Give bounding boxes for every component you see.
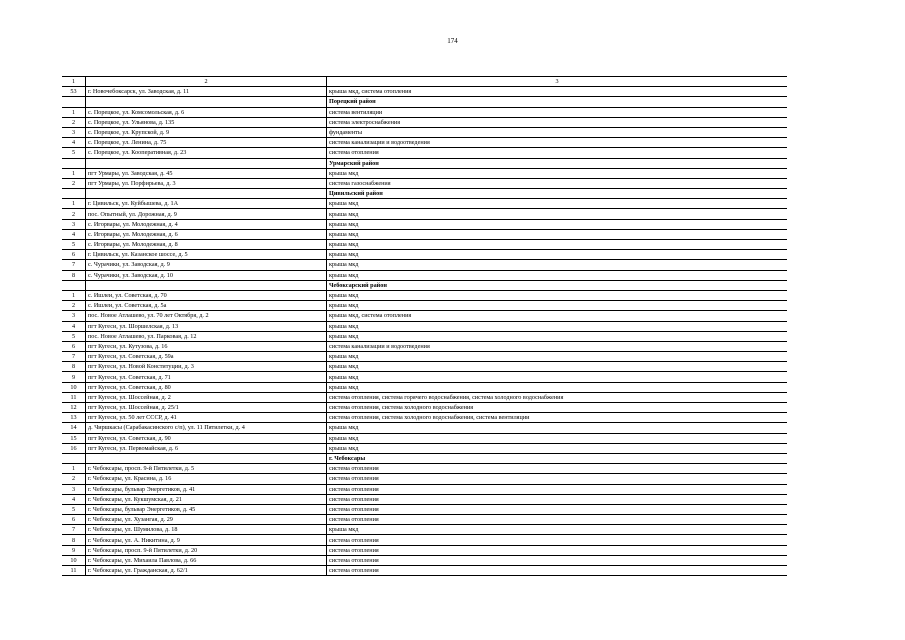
row-address: пгт Кугеси, ул. Советская, д. 90 [86, 433, 327, 443]
table-row [62, 392, 787, 402]
row-number: 5 [62, 504, 86, 514]
row-number: 9 [62, 545, 86, 555]
row-address: г. Чебоксары, ул. Михаила Павлова, д. 66 [86, 555, 327, 565]
row-address: пгт Кугеси, ул. Советская, д. 71 [86, 372, 327, 382]
section-row [62, 158, 787, 168]
row-number: 11 [62, 566, 86, 576]
row-address: с. Порецкое, ул. Кооперативная, д. 23 [86, 148, 327, 158]
section-title: Урмарский район [327, 158, 788, 168]
table-row [62, 270, 787, 280]
row-address: г. Чебоксары, ул. Кукшумская, д. 21 [86, 494, 327, 504]
row-address: с. Игорвары, ул. Молодежная, д. 8 [86, 240, 327, 250]
row-work-type: крыша мкд [327, 260, 788, 270]
table-row [62, 138, 787, 148]
row-work-type: крыша мкд [327, 250, 788, 260]
row-number: 2 [62, 301, 86, 311]
repair-table-body [62, 77, 787, 576]
section-title: г. Чебоксары [327, 453, 788, 463]
row-address: г. Чебоксары, бульвар Энергетиков, д. 45 [86, 504, 327, 514]
row-work-type: крыша мкд [327, 321, 788, 331]
row-address: пгт Кугеси, ул. Шоссейная, д. 2 [86, 392, 327, 402]
row-address: г. Цивильск, ул. Казанское шоссе, д. 5 [86, 250, 327, 260]
row-address: пгт Кугеси, ул. Кутузова, д. 16 [86, 341, 327, 351]
row-work-type: крыша мкд [327, 372, 788, 382]
row-number: 4 [62, 494, 86, 504]
row-address: пгт Кугеси, ул. Шоршелская, д. 13 [86, 321, 327, 331]
row-address: пос. Опытный, ул. Дорожная, д. 9 [86, 209, 327, 219]
row-work-type: крыша мкд [327, 209, 788, 219]
table-row [62, 555, 787, 565]
row-work-type: система отопления [327, 484, 788, 494]
row-number: 9 [62, 372, 86, 382]
row-address: пос. Новое Атлашево, ул. Парковая, д. 12 [86, 331, 327, 341]
table-row [62, 148, 787, 158]
table-row [62, 515, 787, 525]
row-number: 53 [62, 87, 86, 97]
table-row [62, 178, 787, 188]
table-row [62, 504, 787, 514]
row-number: 15 [62, 433, 86, 443]
section-title: Чебоксарский район [327, 280, 788, 290]
row-number: 1 [62, 107, 86, 117]
row-work-type: система отопления, система холодного водоснабжения [327, 403, 788, 413]
row-address: пос. Новое Атлашево, ул. 70 лет Октября, д. 2 [86, 311, 327, 321]
row-address: г. Чебоксары, ул. Шумилова, д. 18 [86, 525, 327, 535]
row-address: г. Чебоксары, просп. 9-й Пятилетки, д. 20 [86, 545, 327, 555]
row-work-type: крыша мкд, система отопления [327, 87, 788, 97]
row-number: 12 [62, 403, 86, 413]
row-number: 4 [62, 321, 86, 331]
row-work-type: система вентиляции [327, 107, 788, 117]
row-number: 5 [62, 148, 86, 158]
row-number: 7 [62, 525, 86, 535]
table-row [62, 403, 787, 413]
row-address: г. Новочебоксарск, ул. Заводская, д. 11 [86, 87, 327, 97]
row-address: с. Чурачики, ул. Заводская, д. 9 [86, 260, 327, 270]
row-work-type: система отопления [327, 464, 788, 474]
row-work-type: крыша мкд [327, 229, 788, 239]
table-row [62, 199, 787, 209]
table-row [62, 331, 787, 341]
table-row [62, 474, 787, 484]
row-number: 6 [62, 341, 86, 351]
table-row [62, 362, 787, 372]
row-work-type: система отопления [327, 515, 788, 525]
row-work-type: система отопления, система холодного водоснабжения, система вентиляции [327, 413, 788, 423]
section-empty-cell [62, 453, 86, 463]
row-address: с. Порецкое, ул. Ульянова, д. 135 [86, 117, 327, 127]
table-row [62, 341, 787, 351]
row-number: 6 [62, 515, 86, 525]
table-row [62, 484, 787, 494]
row-number: 5 [62, 331, 86, 341]
table-row [62, 229, 787, 239]
table-row [62, 209, 787, 219]
row-number: 2 [62, 178, 86, 188]
row-number: 16 [62, 443, 86, 453]
row-work-type: крыша мкд [327, 270, 788, 280]
row-number: 8 [62, 535, 86, 545]
row-number: 1 [62, 199, 86, 209]
row-number: 8 [62, 270, 86, 280]
table-row [62, 545, 787, 555]
table-row [62, 117, 787, 127]
row-address: пгт Кугеси, ул. Шоссейная, д. 25/1 [86, 403, 327, 413]
row-number: 4 [62, 229, 86, 239]
row-number: 14 [62, 423, 86, 433]
row-address: г. Чебоксары, просп. 9-й Пятилетки, д. 5 [86, 464, 327, 474]
row-address: с. Порецкое, ул. Крупской, д. 9 [86, 127, 327, 137]
section-empty-cell [62, 189, 86, 199]
page-number: 174 [447, 37, 458, 45]
row-work-type: система отопления [327, 474, 788, 484]
section-empty-cell [86, 158, 327, 168]
row-number: 4 [62, 138, 86, 148]
section-empty-cell [62, 158, 86, 168]
section-row [62, 97, 787, 107]
row-address: г. Чебоксары, ул. Красина, д. 16 [86, 474, 327, 484]
row-address: с. Порецкое, ул. Ленина, д. 75 [86, 138, 327, 148]
row-work-type: крыша мкд [327, 433, 788, 443]
row-work-type: крыша мкд [327, 301, 788, 311]
table-row [62, 494, 787, 504]
table-row [62, 127, 787, 137]
row-address: пгт Кугеси, ул. Первомайская, д. 6 [86, 443, 327, 453]
section-empty-cell [62, 97, 86, 107]
row-work-type: крыша мкд [327, 168, 788, 178]
row-number: 3 [62, 484, 86, 494]
table-row [62, 219, 787, 229]
row-number: 2 [62, 117, 86, 127]
table-row [62, 413, 787, 423]
table-row [62, 352, 787, 362]
row-work-type: крыша мкд [327, 199, 788, 209]
row-work-type: крыша мкд [327, 362, 788, 372]
row-work-type: система отопления [327, 555, 788, 565]
section-title: Порецкий район [327, 97, 788, 107]
repair-table [62, 76, 787, 576]
section-empty-cell [86, 280, 327, 290]
row-work-type: система отопления [327, 504, 788, 514]
table-row [62, 311, 787, 321]
table-row [62, 260, 787, 270]
section-empty-cell [62, 280, 86, 290]
row-address: пгт Кугеси, ул. Советская, д. 80 [86, 382, 327, 392]
row-number: 7 [62, 260, 86, 270]
row-work-type: система канализации и водоотведения [327, 138, 788, 148]
section-title: Цивильский район [327, 189, 788, 199]
section-row [62, 280, 787, 290]
row-number: 7 [62, 352, 86, 362]
table-row [62, 566, 787, 576]
row-number: 2 [62, 209, 86, 219]
table-row [62, 433, 787, 443]
table-row [62, 423, 787, 433]
row-address: г. Чебоксары, ул. А. Никитина, д. 9 [86, 535, 327, 545]
row-work-type: крыша мкд [327, 290, 788, 300]
row-number: 10 [62, 555, 86, 565]
row-work-type: система отопления [327, 566, 788, 576]
section-empty-cell [86, 97, 327, 107]
table-header-row [62, 77, 787, 87]
header-col-3: 3 [327, 77, 788, 87]
row-number: 3 [62, 219, 86, 229]
row-work-type: система газоснабжения [327, 178, 788, 188]
table-row [62, 290, 787, 300]
row-number: 6 [62, 250, 86, 260]
row-number: 3 [62, 127, 86, 137]
row-number: 13 [62, 413, 86, 423]
row-work-type: крыша мкд [327, 331, 788, 341]
row-work-type: крыша мкд [327, 525, 788, 535]
row-work-type: фундаменты [327, 127, 788, 137]
row-work-type: система канализации и водоотведения [327, 341, 788, 351]
row-address: с. Игорвары, ул. Молодежная, д. 6 [86, 229, 327, 239]
row-address: г. Цивильск, ул. Куйбышева, д. 1А [86, 199, 327, 209]
row-number: 11 [62, 392, 86, 402]
table-row [62, 535, 787, 545]
row-work-type: крыша мкд [327, 423, 788, 433]
table-row [62, 87, 787, 97]
row-work-type: крыша мкд, система отопления [327, 311, 788, 321]
row-address: с. Порецкое, ул. Комсомольская, д. 6 [86, 107, 327, 117]
row-work-type: система отопления [327, 535, 788, 545]
section-empty-cell [86, 453, 327, 463]
row-work-type: крыша мкд [327, 352, 788, 362]
header-col-1: 1 [62, 77, 86, 87]
row-address: пгт Кугеси, ул. 50 лет СССР, д. 41 [86, 413, 327, 423]
row-number: 5 [62, 240, 86, 250]
section-empty-cell [86, 189, 327, 199]
row-number: 1 [62, 464, 86, 474]
table-row [62, 250, 787, 260]
row-number: 2 [62, 474, 86, 484]
row-number: 1 [62, 290, 86, 300]
table-row [62, 525, 787, 535]
table-row [62, 107, 787, 117]
table-row [62, 443, 787, 453]
row-address: д. Чиршкасы (Сарабакасинского с/п), ул. 11 Пятилетки, д. 4 [86, 423, 327, 433]
table-row [62, 321, 787, 331]
row-number: 10 [62, 382, 86, 392]
table-row [62, 301, 787, 311]
row-number: 1 [62, 168, 86, 178]
row-work-type: система отопления [327, 494, 788, 504]
row-address: г. Чебоксары, бульвар Энергетиков, д. 41 [86, 484, 327, 494]
table-row [62, 372, 787, 382]
row-address: пгт Урмары, ул. Порфирьева, д. 3 [86, 178, 327, 188]
row-address: пгт Урмары, ул. Заводская, д. 45 [86, 168, 327, 178]
row-work-type: крыша мкд [327, 219, 788, 229]
table-row [62, 168, 787, 178]
row-work-type: крыша мкд [327, 382, 788, 392]
row-address: пгт Кугеси, ул. Советская, д. 59а [86, 352, 327, 362]
row-work-type: система отопления [327, 148, 788, 158]
row-address: с. Чурачики, ул. Заводская, д. 10 [86, 270, 327, 280]
row-address: с. Ишлеи, ул. Советская, д. 5а [86, 301, 327, 311]
row-address: г. Чебоксары, ул. Хузангая, д. 29 [86, 515, 327, 525]
row-address: с. Игорвары, ул. Молодежная, д. 4 [86, 219, 327, 229]
row-address: пгт Кугеси, ул. Новой Конституции, д. 3 [86, 362, 327, 372]
row-number: 8 [62, 362, 86, 372]
row-address: г. Чебоксары, ул. Гражданская, д. 62/1 [86, 566, 327, 576]
table-row [62, 240, 787, 250]
table-row [62, 382, 787, 392]
row-work-type: крыша мкд [327, 240, 788, 250]
header-col-2: 2 [86, 77, 327, 87]
row-work-type: система отопления, система горячего водоснабжения, система холодного водоснабжения [327, 392, 788, 402]
row-number: 3 [62, 311, 86, 321]
row-work-type: система отопления [327, 545, 788, 555]
row-address: с. Ишлеи, ул. Советская, д. 70 [86, 290, 327, 300]
table-row [62, 464, 787, 474]
section-row [62, 453, 787, 463]
row-work-type: система электроснабжения [327, 117, 788, 127]
section-row [62, 189, 787, 199]
row-work-type: крыша мкд [327, 443, 788, 453]
